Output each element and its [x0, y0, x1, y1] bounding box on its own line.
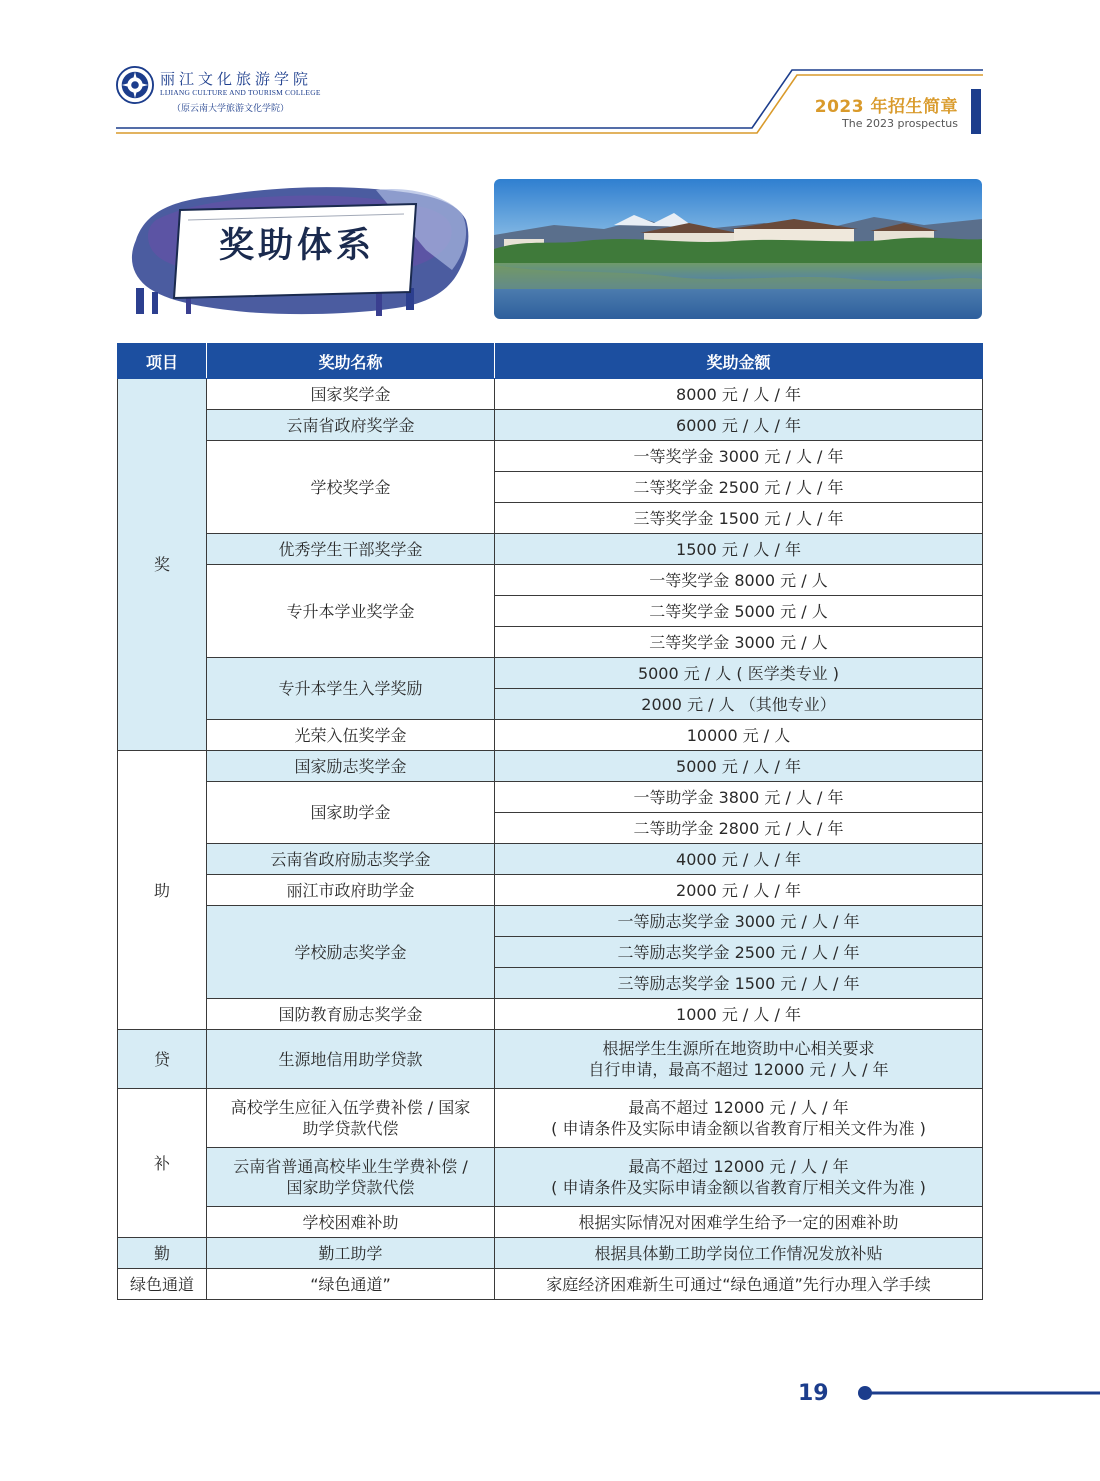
aid-amount-cell: 2000 元 / 人 / 年 — [495, 875, 983, 906]
table-row — [118, 565, 983, 596]
aid-name-cell: 优秀学生干部奖学金 — [207, 534, 495, 565]
table-row — [118, 720, 983, 751]
page-number: 19 — [798, 1381, 829, 1406]
aid-name-cell: 国家励志奖学金 — [207, 751, 495, 782]
aid-amount-cell: 二等奖学金 2500 元 / 人 / 年 — [495, 472, 983, 503]
table-row — [118, 1207, 983, 1238]
category-cell: 助 — [118, 751, 207, 1030]
header-category: 项目 — [118, 344, 207, 379]
aid-name-line: 助学贷款代偿 — [302, 1119, 399, 1138]
category-cell: 奖 — [118, 379, 207, 751]
aid-amount-cell: 二等励志奖学金 2500 元 / 人 / 年 — [495, 937, 983, 968]
aid-amount-cell: 5000 元 / 人 / 年 — [495, 751, 983, 782]
table-row — [118, 534, 983, 565]
aid-amount-line: ( 申请条件及实际申请金额以省教育厅相关文件为准 ) — [551, 1178, 926, 1197]
footer-decoration — [855, 1383, 1100, 1403]
aid-amount-cell — [495, 1089, 983, 1148]
aid-amount-cell: 6000 元 / 人 / 年 — [495, 410, 983, 441]
prospectus-title: 2023 年招生简章 — [814, 97, 958, 117]
campus-lake-photo — [494, 179, 982, 319]
table-row — [118, 441, 983, 472]
aid-name-cell: 云南省政府励志奖学金 — [207, 844, 495, 875]
aid-amount-cell: 三等奖学金 3000 元 / 人 — [495, 627, 983, 658]
aid-name-cell: 学校励志奖学金 — [207, 906, 495, 999]
aid-name-cell: 光荣入伍奖学金 — [207, 720, 495, 751]
aid-amount-cell: 1000 元 / 人 / 年 — [495, 999, 983, 1030]
aid-name-line: 云南省普通高校毕业生学费补偿 / — [233, 1157, 468, 1176]
aid-name-cell: 学校奖学金 — [207, 441, 495, 534]
aid-name-cell: 学校困难补助 — [207, 1207, 495, 1238]
category-cell: 勤 — [118, 1238, 207, 1269]
header-aid-amount: 奖助金额 — [495, 344, 983, 379]
table-row — [118, 999, 983, 1030]
table-row — [118, 782, 983, 813]
aid-amount-cell: 2000 元 / 人 （其他专业） — [495, 689, 983, 720]
aid-name-cell: 勤工助学 — [207, 1238, 495, 1269]
aid-amount-cell: 4000 元 / 人 / 年 — [495, 844, 983, 875]
aid-amount-cell: 一等奖学金 3000 元 / 人 / 年 — [495, 441, 983, 472]
aid-amount-line: 自行申请，最高不超过 12000 元 / 人 / 年 — [588, 1060, 889, 1079]
college-former-name: （原云南大学旅游文化学院） — [172, 104, 290, 114]
aid-amount-cell: 10000 元 / 人 — [495, 720, 983, 751]
aid-amount-cell: 三等奖学金 1500 元 / 人 / 年 — [495, 503, 983, 534]
aid-amount-cell: 一等励志奖学金 3000 元 / 人 / 年 — [495, 906, 983, 937]
section-title: 奖助体系 — [218, 226, 375, 266]
aid-name-cell: “绿色通道” — [207, 1269, 495, 1300]
aid-name-cell — [207, 1089, 495, 1148]
aid-amount-cell: 1500 元 / 人 / 年 — [495, 534, 983, 565]
table-row — [118, 379, 983, 410]
table-row — [118, 906, 983, 937]
aid-amount-line: 根据学生生源所在地资助中心相关要求 — [602, 1039, 875, 1058]
table-row — [118, 1238, 983, 1269]
aid-amount-cell: 二等助学金 2800 元 / 人 / 年 — [495, 813, 983, 844]
aid-name-cell: 丽江市政府助学金 — [207, 875, 495, 906]
table-row — [118, 1269, 983, 1300]
table-row — [118, 844, 983, 875]
aid-name-cell: 国防教育励志奖学金 — [207, 999, 495, 1030]
aid-amount-cell: 根据实际情况对困难学生给予一定的困难补助 — [495, 1207, 983, 1238]
aid-amount-cell: 家庭经济困难新生可通过“绿色通道”先行办理入学手续 — [495, 1269, 983, 1300]
table-row — [118, 1089, 983, 1148]
table-row — [118, 751, 983, 782]
table-header-row — [118, 344, 983, 379]
aid-amount-cell: 三等励志奖学金 1500 元 / 人 / 年 — [495, 968, 983, 999]
aid-amount-cell: 一等奖学金 8000 元 / 人 — [495, 565, 983, 596]
aid-name-line: 国家助学贷款代偿 — [286, 1178, 415, 1197]
aid-amount-cell: 根据具体勤工助学岗位工作情况发放补贴 — [495, 1238, 983, 1269]
aid-name-cell: 生源地信用助学贷款 — [207, 1030, 495, 1089]
table-row — [118, 658, 983, 689]
aid-name-cell: 云南省政府奖学金 — [207, 410, 495, 441]
college-logo-icon — [116, 66, 154, 104]
table-row — [118, 1030, 983, 1089]
aid-amount-cell: 一等助学金 3800 元 / 人 / 年 — [495, 782, 983, 813]
table-row — [118, 875, 983, 906]
aid-name-cell: 专升本学业奖学金 — [207, 565, 495, 658]
aid-amount-cell: 5000 元 / 人 ( 医学类专业 ) — [495, 658, 983, 689]
prospectus-subtitle: The 2023 prospectus — [842, 117, 958, 130]
financial-aid-table — [117, 343, 983, 1300]
aid-amount-cell — [495, 1148, 983, 1207]
category-cell: 补 — [118, 1089, 207, 1238]
college-name-cn: 丽江文化旅游学院 — [160, 70, 313, 88]
aid-name-cell: 专升本学生入学奖励 — [207, 658, 495, 720]
college-name-en: LIJIANG CULTURE AND TOURISM COLLEGE — [160, 88, 321, 97]
aid-amount-line: ( 申请条件及实际申请金额以省教育厅相关文件为准 ) — [551, 1119, 926, 1138]
aid-amount-cell: 8000 元 / 人 / 年 — [495, 379, 983, 410]
category-cell: 绿色通道 — [118, 1269, 207, 1300]
aid-name-cell: 国家助学金 — [207, 782, 495, 844]
aid-name-cell: 国家奖学金 — [207, 379, 495, 410]
aid-amount-line: 最高不超过 12000 元 / 人 / 年 — [628, 1157, 849, 1176]
header-accent-bar — [971, 89, 981, 134]
header-aid-name: 奖助名称 — [207, 344, 495, 379]
table-row — [118, 1148, 983, 1207]
aid-amount-cell — [495, 1030, 983, 1089]
category-cell: 贷 — [118, 1030, 207, 1089]
aid-amount-line: 最高不超过 12000 元 / 人 / 年 — [628, 1098, 849, 1117]
table-row — [118, 410, 983, 441]
aid-name-cell — [207, 1148, 495, 1207]
aid-name-line: 高校学生应征入伍学费补偿 / 国家 — [230, 1098, 471, 1117]
aid-amount-cell: 二等奖学金 5000 元 / 人 — [495, 596, 983, 627]
